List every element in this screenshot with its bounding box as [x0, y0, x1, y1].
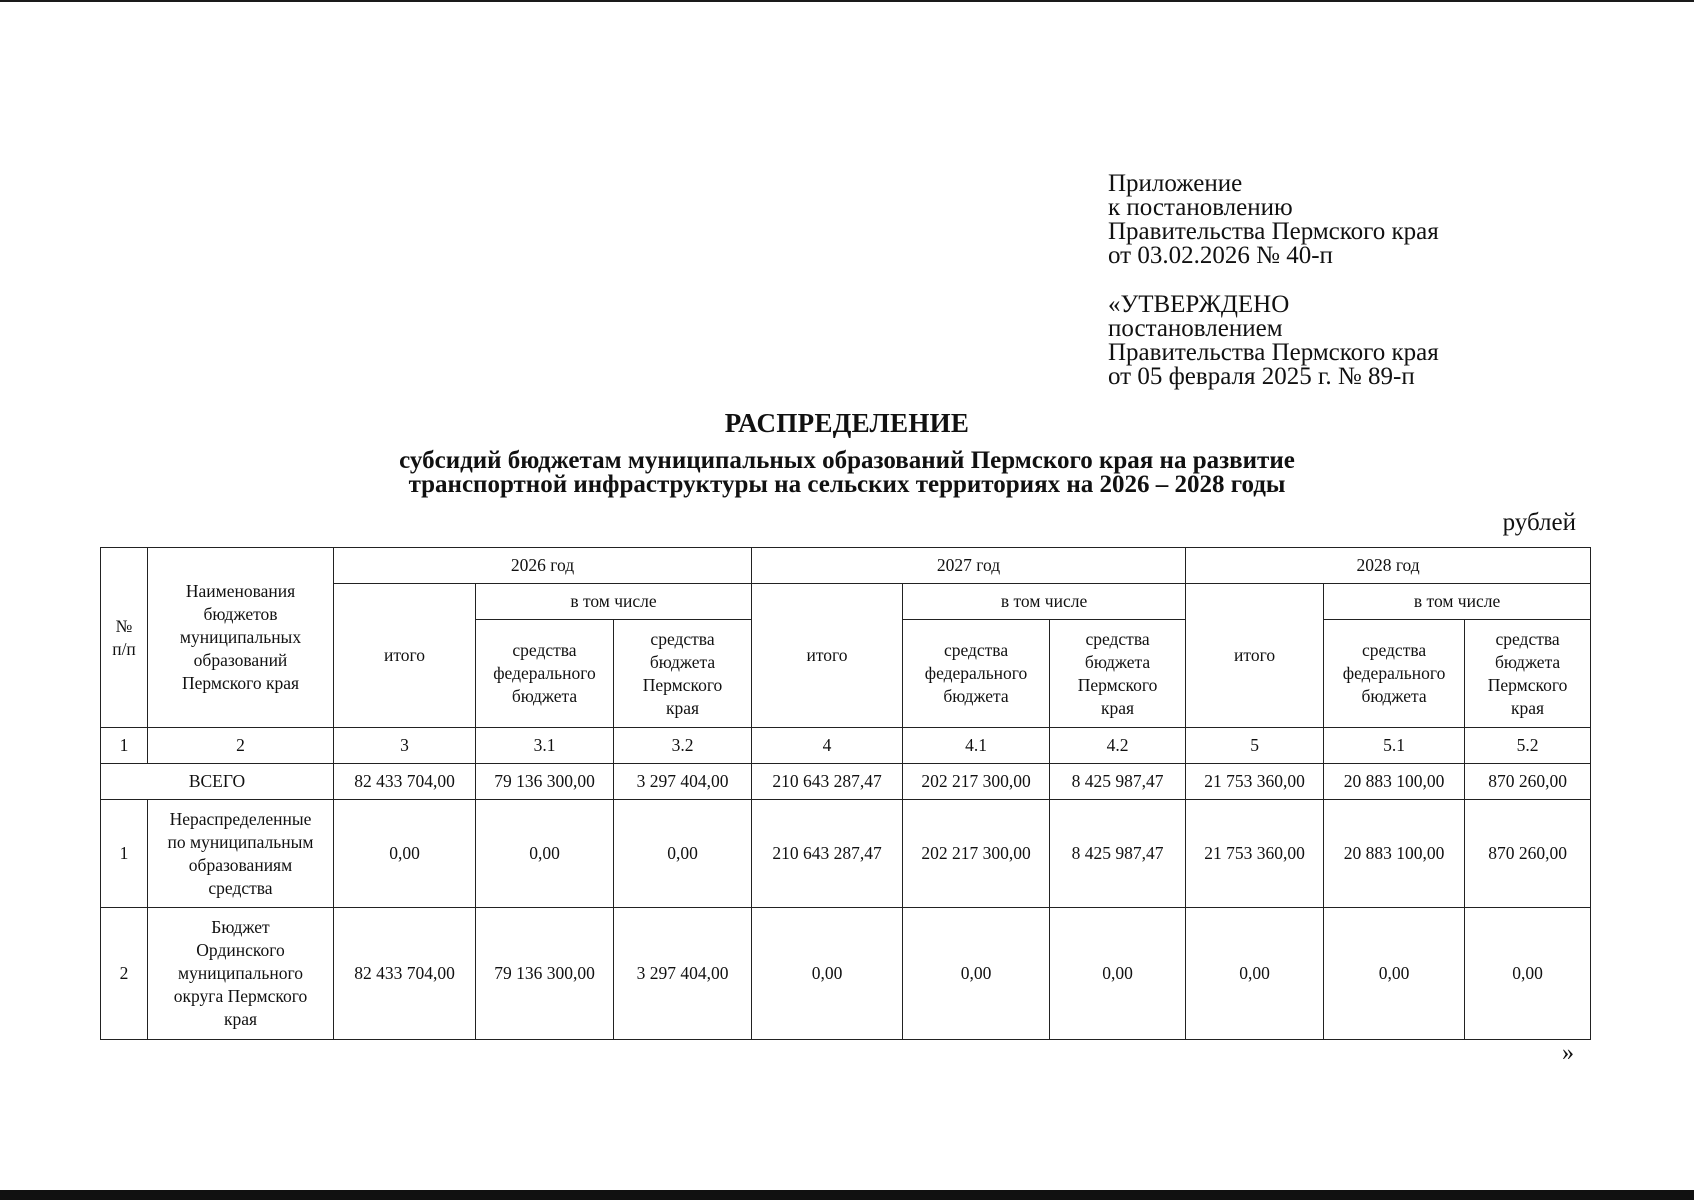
- header-regional: средства бюджета Пермского края: [614, 620, 752, 728]
- header-including: в том числе: [1324, 584, 1591, 620]
- subtitle-line-1: субсидий бюджетам муниципальных образований Пермского края на развитие: [399, 447, 1295, 474]
- column-number: 4.2: [1050, 728, 1186, 764]
- total-value: 202 217 300,00: [903, 764, 1050, 800]
- scan-edge-top: [0, 0, 1694, 2]
- row-value: 0,00: [1186, 908, 1324, 1040]
- header-total: итого: [334, 584, 476, 728]
- header-federal: средства федерального бюджета: [1324, 620, 1465, 728]
- approved-line: «УТВЕРЖДЕНО: [1108, 291, 1290, 318]
- row-value: 0,00: [903, 908, 1050, 1040]
- header-name: Наименования бюджетов муниципальных образований Пермского края: [148, 548, 334, 728]
- column-number: 4.1: [903, 728, 1050, 764]
- appendix-line: Правительства Пермского края: [1108, 218, 1439, 245]
- header-including: в том числе: [903, 584, 1186, 620]
- row-value: 0,00: [752, 908, 903, 1040]
- header-regional: средства бюджета Пермского края: [1465, 620, 1591, 728]
- row-value: 0,00: [1324, 908, 1465, 1040]
- header-including: в том числе: [476, 584, 752, 620]
- row-value: 20 883 100,00: [1324, 800, 1465, 908]
- row-name: Нераспределенные по муниципальным образованиям средства: [148, 800, 334, 908]
- appendix-line: от 03.02.2026 № 40-п: [1108, 242, 1333, 269]
- total-label: ВСЕГО: [101, 764, 334, 800]
- closing-quote: »: [1562, 1040, 1574, 1066]
- column-number: 3: [334, 728, 476, 764]
- row-value: 0,00: [334, 800, 476, 908]
- table-row: [101, 908, 1591, 1040]
- header-total: итого: [1186, 584, 1324, 728]
- header-year-2027: 2027 год: [752, 548, 1186, 584]
- document-subtitle: [300, 449, 1394, 497]
- row-value: 0,00: [1465, 908, 1591, 1040]
- header-year-2028: 2028 год: [1186, 548, 1591, 584]
- table-row: [101, 800, 1591, 908]
- row-number: 2: [101, 908, 148, 1040]
- header-total: итого: [752, 584, 903, 728]
- row-number: 1: [101, 800, 148, 908]
- total-row: [101, 764, 1591, 800]
- appendix-block: [1108, 172, 1439, 268]
- row-value: 3 297 404,00: [614, 908, 752, 1040]
- column-number: 4: [752, 728, 903, 764]
- total-value: 3 297 404,00: [614, 764, 752, 800]
- currency-unit: рублей: [1502, 509, 1576, 536]
- row-value: 79 136 300,00: [476, 908, 614, 1040]
- column-number: 2: [148, 728, 334, 764]
- total-value: 870 260,00: [1465, 764, 1591, 800]
- total-value: 82 433 704,00: [334, 764, 476, 800]
- document-title: РАСПРЕДЕЛЕНИЕ: [724, 408, 970, 438]
- approved-line: Правительства Пермского края: [1108, 339, 1439, 366]
- total-value: 79 136 300,00: [476, 764, 614, 800]
- column-number: 5.1: [1324, 728, 1465, 764]
- header-num: № п/п: [101, 548, 148, 728]
- row-value: 0,00: [614, 800, 752, 908]
- subtitle-line-2: транспортной инфраструктуры на сельских территориях на 2026 – 2028 годы: [408, 471, 1286, 498]
- column-number: 3.1: [476, 728, 614, 764]
- approved-block: [1108, 293, 1439, 389]
- approved-line: от 05 февраля 2025 г. № 89-п: [1108, 363, 1415, 390]
- header-row-years: [101, 548, 1591, 584]
- row-value: 82 433 704,00: [334, 908, 476, 1040]
- column-number: 1: [101, 728, 148, 764]
- column-number: 5: [1186, 728, 1324, 764]
- total-value: 21 753 360,00: [1186, 764, 1324, 800]
- row-value: 0,00: [476, 800, 614, 908]
- header-federal: средства федерального бюджета: [476, 620, 614, 728]
- row-value: 21 753 360,00: [1186, 800, 1324, 908]
- row-value: 210 643 287,47: [752, 800, 903, 908]
- appendix-line: Приложение: [1108, 170, 1243, 197]
- total-value: 8 425 987,47: [1050, 764, 1186, 800]
- column-number: 3.2: [614, 728, 752, 764]
- header-regional: средства бюджета Пермского края: [1050, 620, 1186, 728]
- row-name: Бюджет Ординского муниципального округа Пермского края: [148, 908, 334, 1040]
- scan-edge-bottom: [0, 1190, 1694, 1200]
- total-value: 20 883 100,00: [1324, 764, 1465, 800]
- appendix-line: к постановлению: [1108, 194, 1293, 221]
- column-number: 5.2: [1465, 728, 1591, 764]
- header-year-2026: 2026 год: [334, 548, 752, 584]
- distribution-table: [100, 547, 1591, 1040]
- approved-line: постановлением: [1108, 315, 1283, 342]
- header-federal: средства федерального бюджета: [903, 620, 1050, 728]
- row-value: 0,00: [1050, 908, 1186, 1040]
- row-value: 202 217 300,00: [903, 800, 1050, 908]
- column-number-row: [101, 728, 1591, 764]
- row-value: 870 260,00: [1465, 800, 1591, 908]
- total-value: 210 643 287,47: [752, 764, 903, 800]
- row-value: 8 425 987,47: [1050, 800, 1186, 908]
